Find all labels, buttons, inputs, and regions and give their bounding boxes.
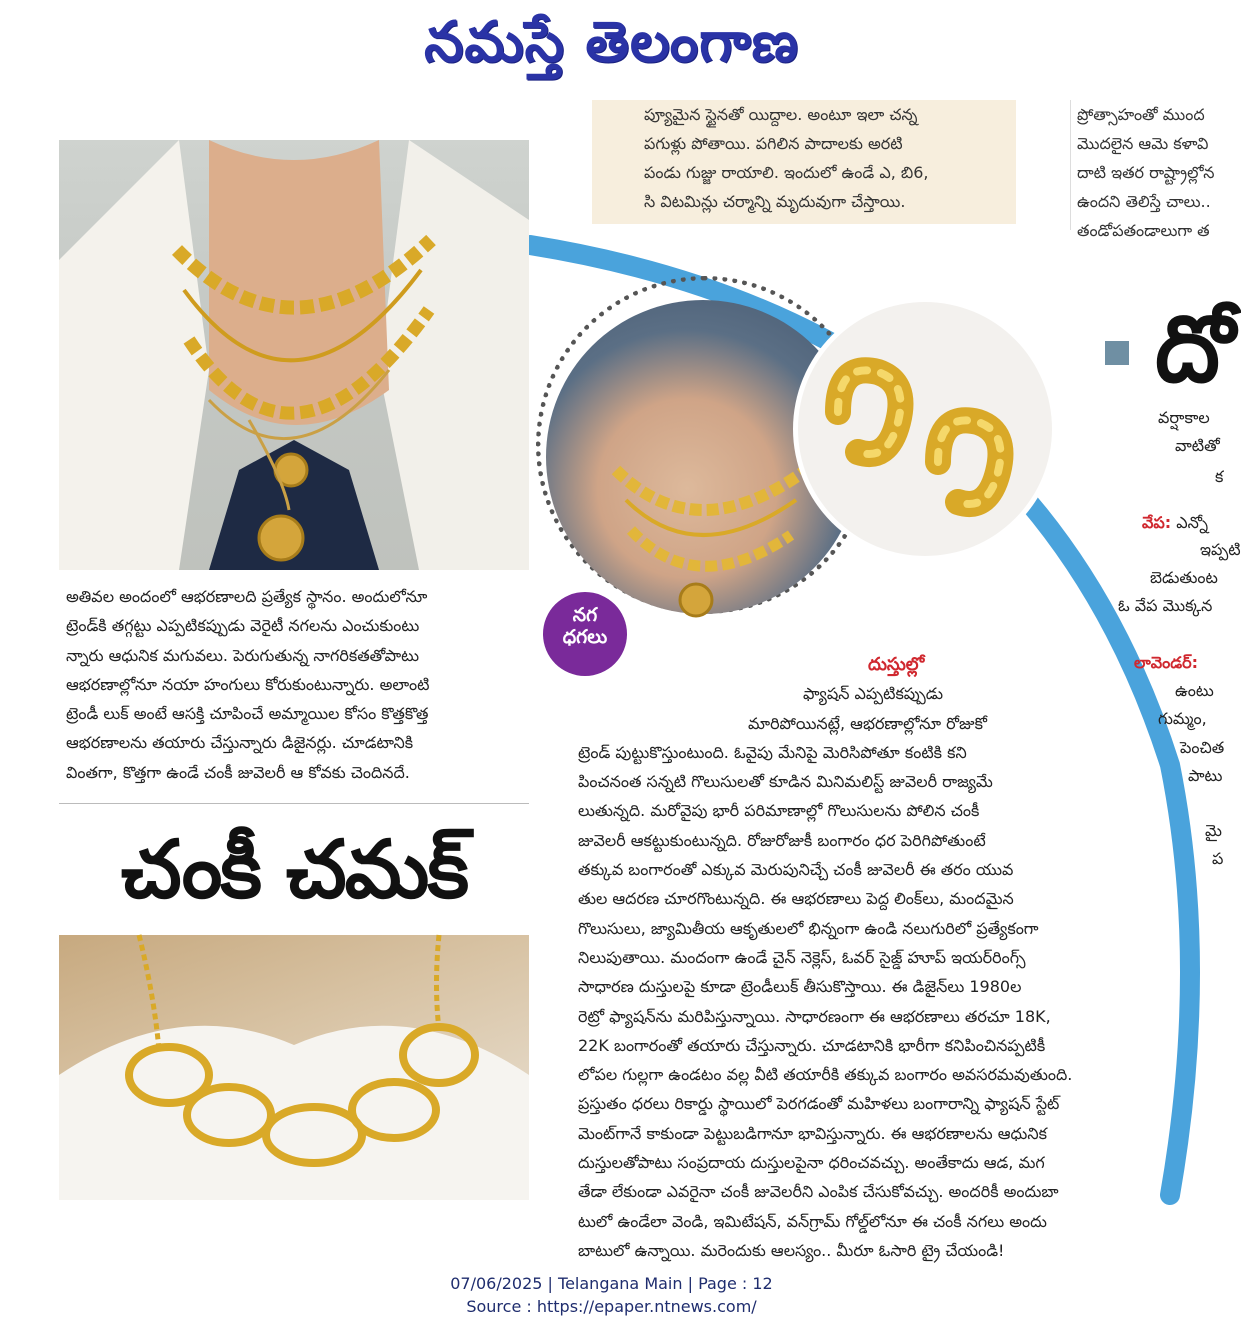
article-line: మెంట్‌గానే కాకుండా పెట్టుబడిగానూ భావిస్తున్నారు. ఈ ఆభరణాలను ఆధునిక bbox=[578, 1123, 1047, 1143]
intro-paragraph bbox=[66, 582, 516, 787]
article-line: దుస్తులతోపాటు సంప్రదాయ దుస్తులపైనా ధరించవచ్చు. అంతేకాదు ఆడ, మగ bbox=[578, 1153, 1045, 1173]
right-line: వర్షాకాల bbox=[1158, 408, 1210, 427]
article-line: తుల ఆదరణ చూరగొంటున్నది. ఈ ఆభరణాలు పెద్ద లింక్‌లు, మందమైన bbox=[578, 889, 1014, 909]
right-line: పెంచిత bbox=[1180, 738, 1225, 757]
badge-line: ధగలు bbox=[562, 626, 608, 648]
square-bullet-icon bbox=[1105, 341, 1129, 365]
article-line: గొలుసులు, జ్యామితీయ ఆకృతులలో భిన్నంగా ఉండి నలుగురిలో ప్రత్యేకంగా bbox=[578, 918, 1039, 938]
earrings-photo-circle bbox=[798, 302, 1052, 556]
right-line: ఉంటు bbox=[1175, 681, 1214, 700]
footer-source: Source : https://epaper.ntnews.com/ bbox=[466, 1297, 757, 1316]
necklace-photo-layered bbox=[59, 140, 529, 570]
tip-line: సి విటమిన్లు చర్మాన్ని మృదువుగా చేస్తాయి. bbox=[644, 192, 906, 211]
article-line: బాటులో ఉన్నాయి. మరెందుకు ఆలస్యం.. మీరూ ఓసారి ట్రై చేయండి! bbox=[578, 1240, 1005, 1260]
article-line: రెట్రో ఫ్యాషన్‌ను మరిపిస్తున్నాయి. సాధారణంగా ఈ ఆభరణాలు తరచూ 18K, bbox=[578, 1006, 1051, 1026]
article-line: లుతున్నది. మరోవైపు భారీ పరిమాణాల్లో గొలుసులను పోలిన చంకీ bbox=[578, 801, 980, 821]
tip-line: పగుళ్లు పోతాయి. పగిలిన పాదాలకు అరటి bbox=[644, 134, 903, 153]
article-headline: చంకీ చమక్ bbox=[120, 823, 468, 916]
article-line: పించనంత సన్నటి గొలుసులతో కూడిన మినిమలిస్ట్ జువెలరీ రాజ్యమే bbox=[578, 772, 993, 792]
intro-line: ట్రెండీ లుక్ అంటే ఆసక్తి చూపించే అమ్మాయిల కోసం కొత్తకొత్త bbox=[66, 704, 429, 724]
intro-line: ఆభరణాల్లోనూ నయా హంగులు కోరుకుంటున్నారు. అలాంటి bbox=[66, 674, 430, 694]
article-line: ప్రస్తుతం ధరలు రికార్డు స్థాయిలో పెరగడంతో మహిళలు బంగారాన్ని ఫ్యాషన్ స్టేట్ bbox=[578, 1094, 1060, 1114]
article-body bbox=[578, 650, 1143, 1265]
right-line: ఓ వేప మొక్కన bbox=[1118, 596, 1213, 615]
lavender-entry bbox=[1134, 650, 1198, 676]
necklace-illustration bbox=[59, 140, 529, 570]
right-line: బెడుతుంట bbox=[1150, 568, 1218, 587]
article-line: ట్రెండ్ పుట్టుకొస్తుంటుంది. ఓవైపు మేనిపై మెరిసిపోతూ కంటికి కని bbox=[578, 742, 967, 762]
article-line: 22K బంగారంతో తయారు చేస్తున్నారు. చూడటానికి భారీగా కనిపించినప్పటికీ bbox=[578, 1035, 1046, 1055]
badge-line: నగ bbox=[572, 604, 598, 626]
intro-line: అతివల అందంలో ఆభరణాలది ప్రత్యేక స్థానం. అందులోనూ bbox=[66, 587, 428, 606]
right-line: మై bbox=[1205, 821, 1222, 840]
footer-date-edition: 07/06/2025 | Telangana Main | Page : 12 bbox=[450, 1274, 773, 1293]
intro-line: న్నారు ఆధునిక మగువలు. పెరుగుతున్న నాగరికతతోపాటు bbox=[66, 645, 420, 665]
article-line: జువెలరీ ఆకట్టుకుంటున్నది. రోజురోజుకీ బంగారం ధర పెరిగిపోతుంటే bbox=[578, 830, 986, 850]
divider bbox=[59, 803, 529, 804]
vepa-text: ఎన్నో bbox=[1176, 513, 1209, 532]
right-top-line: తండోపతండాలుగా త bbox=[1077, 221, 1210, 240]
right-headline-fragment: దో bbox=[1155, 296, 1236, 403]
section-title: దుస్తుల్లో bbox=[868, 654, 925, 675]
right-line: పాటు bbox=[1188, 766, 1223, 785]
tip-line: ప్యూమైన స్టైనతో యిద్దాల. అంటూ ఇలా చన్న bbox=[644, 105, 918, 124]
right-top-line: ప్రోత్సాహంతో ముంద bbox=[1077, 105, 1205, 124]
right-top-line: దాటి ఇతర రాష్ట్రాల్లోన bbox=[1077, 163, 1215, 182]
intro-line: వింతగా, కొత్తగా ఉండే చంకీ జువెలరీ ఆ కోవకు చెందినదే. bbox=[66, 762, 410, 782]
vepa-label: వేప: bbox=[1142, 513, 1172, 532]
right-line: వాటితో bbox=[1175, 436, 1220, 455]
masthead-title: నమస్తే తెలంగాణ bbox=[424, 10, 799, 75]
article-line: లోపల గుల్లగా ఉండటం వల్ల వీటి తయారీకి తక్కువ బంగారం అవసరమవుతుంది. bbox=[578, 1065, 1073, 1085]
article-line: టులో ఉండేలా వెండి, ఇమిటేషన్, వన్‌గ్రామ్ గోల్డ్‌లోనూ ఈ చంకీ నగలు అందు bbox=[578, 1211, 1047, 1231]
link-necklace-illustration bbox=[59, 935, 529, 1200]
page-footer bbox=[0, 1272, 1223, 1318]
article-line: సాధారణ దుస్తులపై కూడా ట్రెండీలుక్ తీసుకొస్తాయి. ఈ డిజైన్‌లు 1980ల bbox=[578, 977, 1022, 997]
intro-line: ట్రెండ్‌కి తగ్గట్టు ఎప్పటికప్పుడు వెరైటీ నగలను ఎంచుకుంటు bbox=[66, 616, 420, 636]
article-line: తక్కువ బంగారంతో ఎక్కువ మెరుపునిచ్చే చంకీ జువెలరీ ఈ తరం యువ bbox=[578, 860, 1014, 880]
article-line: తేడా లేకుండా ఎవరైనా చంకీ జువెలరీని ఎంపిక చేసుకోవచ్చు. అందరికీ అందుబా bbox=[578, 1182, 1059, 1202]
right-line: ఇప్పటి bbox=[1200, 540, 1241, 559]
earring-illustration bbox=[798, 302, 1052, 556]
intro-line: ఆభరణాలను తయారు చేస్తున్నారు డిజైనర్లు. చూడటానికి bbox=[66, 733, 414, 753]
tip-line: పండు గుజ్జు రాయాలి. ఇందులో ఉండే ఎ, బి6, bbox=[644, 163, 929, 182]
lavender-label: లావెండర్: bbox=[1134, 653, 1198, 672]
article-line: ఫ్యాషన్ ఎప్పటికప్పుడు bbox=[803, 684, 944, 704]
necklace-photo-links bbox=[59, 935, 529, 1200]
right-line: గుమ్మం, bbox=[1158, 709, 1207, 728]
article-line: నిలుపుతాయి. మందంగా ఉండే చైన్ నెక్లెస్, ఓవర్ సైజ్డ్ హూప్ ఇయర్‌రింగ్స్ bbox=[578, 947, 1026, 967]
vepa-entry bbox=[1142, 510, 1208, 536]
right-top-line: మొదలైన ఆమె కళావి bbox=[1077, 134, 1209, 153]
right-line: క bbox=[1215, 467, 1224, 486]
article-line: మారిపోయినట్లే, ఆభరణాల్లోనూ రోజుకో bbox=[748, 713, 987, 733]
right-line: ప bbox=[1212, 849, 1224, 868]
right-top-line: ఉందని తెలిస్తే చాలు.. bbox=[1077, 192, 1211, 211]
